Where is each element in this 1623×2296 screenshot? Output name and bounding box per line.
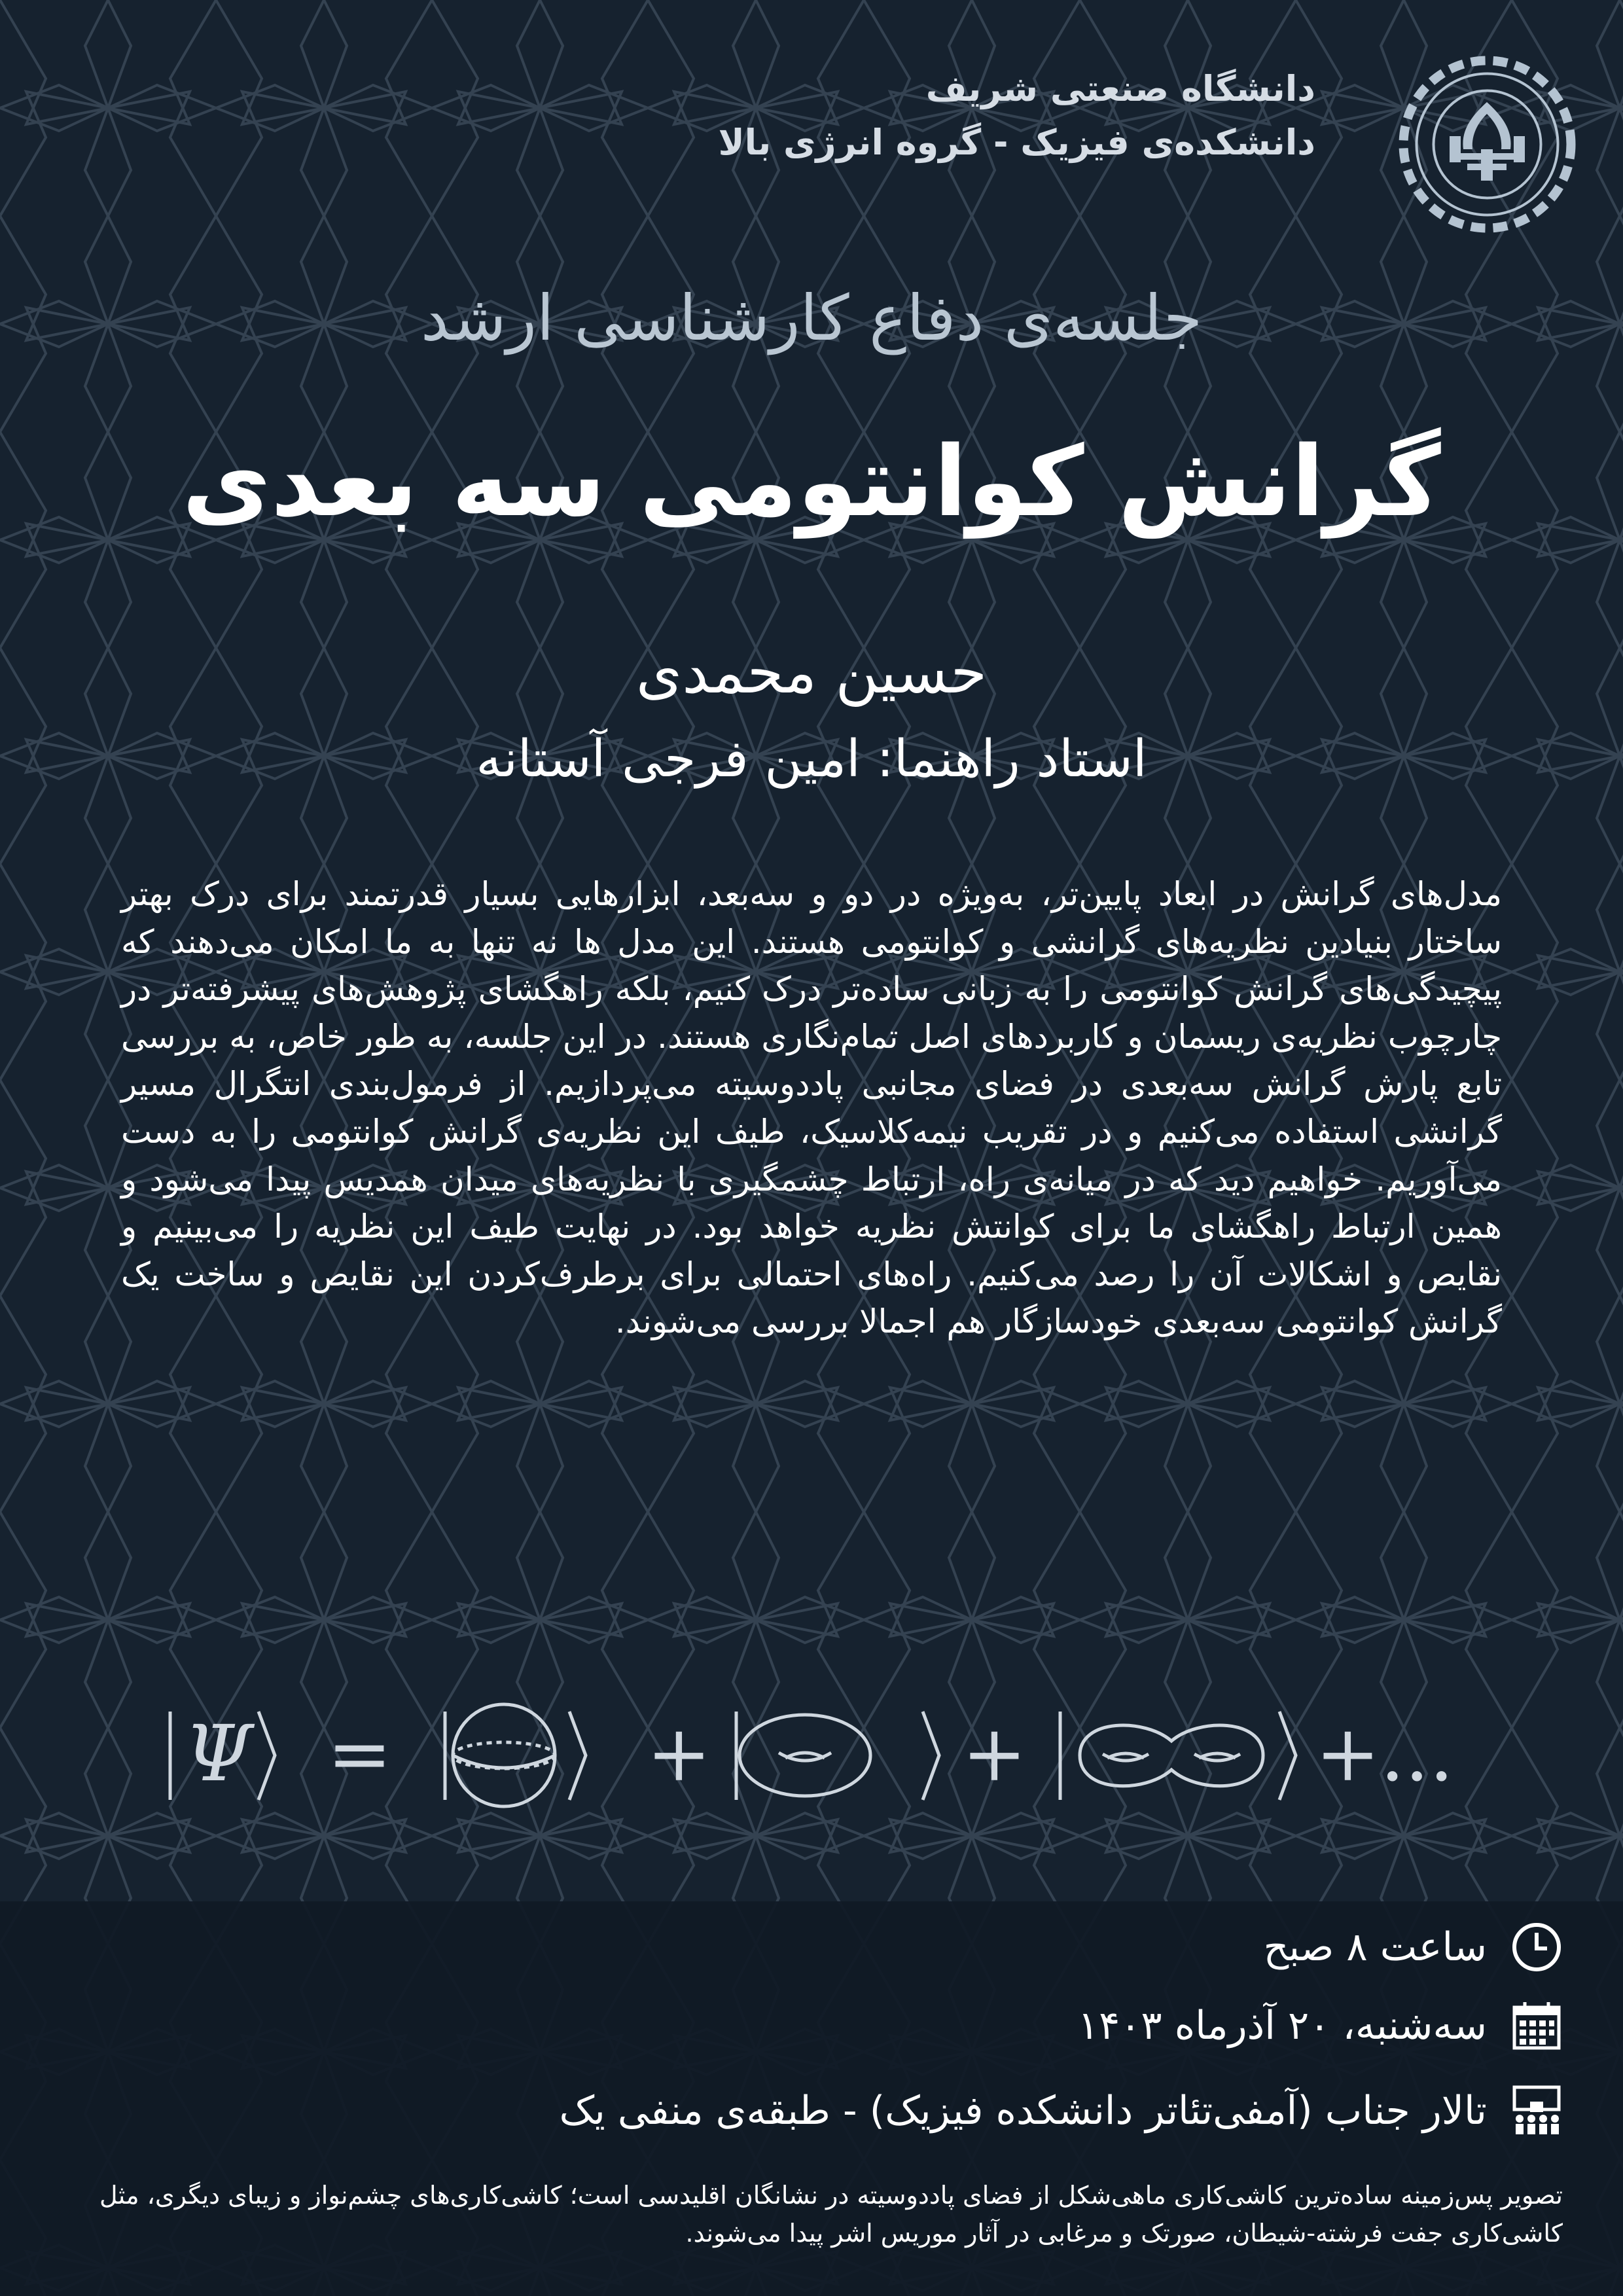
event-date-row — [1078, 2000, 1563, 2052]
plus-sign-1: + — [647, 1708, 711, 1799]
abstract: مدل‌های گرانش در ابعاد پایین‌تر، به‌ویژه در دو و سه‌بعد، ابزارهایی بسیار قدرتمند برای درک بهتر ساختار بنیادین نظریه‌های گرانشی و کوانتومی هستند. این مدل ها نه تنها به ما امکان می‌دهند که پیچیدگی‌های گرانش کوانتومی را به زبانی ساده‌تر درک کنیم، بلکه راهگشای پژوهش‌های پیشرفته‌تر در چارچوب نظریه‌ی ریسمان و کاربردهای اصل تمام‌نگاری هستند. در این جلسه، به طور خاص، به بررسی تابع پارش گرانش سه‌بعدی در فضای مجانبی پاددوسیته می‌پردازیم. از فرمول‌بندی انتگرال مسیر گرانشی استفاده می‌کنیم و در تقریب نیمه‌کلاسیک، طیف این نظریه‌ی گرانش کوانتومی را به دست می‌آوریم. خواهیم دید که در میانه‌ی راه، ارتباط چشمگیری با نظریه‌های میدان همدیس پیدا می‌شود و همین ارتباط راهگشای ما برای کوانتش نظریه خواهد بود. در نهایت طیف این نظریه را می‌بینیم و نقایص و اشکالات آن را رصد می‌کنیم. راه‌های احتمالی برای برطرف‌کردن این نقایص و ساخت یک گرانش کوانتومی سه‌بعدی خودسازگار هم اجمالا بررسی می‌شوند. — [121, 875, 1502, 1341]
lecture-hall-icon — [1510, 2085, 1563, 2137]
event-date: سه‌شنبه، ۲۰ آذرماه ۱۴۰۳ — [1077, 2003, 1487, 2049]
equals-sign: = — [327, 1708, 392, 1799]
department-name: دانشکده‌ی فیزیک - گروه انرژی بالا — [718, 122, 1315, 163]
author-name: حسین محمدی — [635, 638, 988, 707]
university-name: دانشگاه صنعتی شریف — [925, 68, 1315, 109]
calendar-icon — [1510, 2000, 1563, 2052]
event-type: جلسه‌ی دفاع کارشناسی ارشد — [420, 281, 1203, 355]
clock-icon — [1510, 1921, 1563, 1973]
thesis-title: گرانش کوانتومی سه بعدی — [182, 425, 1441, 538]
event-time-row — [1264, 1921, 1563, 1973]
background-caption: تصویر پس‌زمینه ساده‌ترین کاشی‌کاری ماهی‌شکل از فضای پاددوسیته در نشانگان اقلیدسی است؛ کاشی‌کاری‌های چشم‌نواز و زیبای دیگری، مثل کاشی‌کاری جفت فرشته-شیطان، صورتک و مرغابی در آثار موریس اشر پیدا می‌شوند. — [99, 2181, 1563, 2248]
event-venue: تالار جناب (آمفی‌تئاتر دانشکده فیزیک) - طبقه‌ی منفی یک — [559, 2088, 1487, 2134]
header — [399, 62, 1315, 170]
sharif-university-logo-icon — [1394, 51, 1580, 238]
wavefunction-equation — [151, 1676, 1472, 1833]
plus-sign-2: + — [962, 1708, 1027, 1799]
event-time: ساعت ۸ صبح — [1263, 1924, 1487, 1970]
plus-ellipsis: +... — [1315, 1708, 1454, 1799]
psi-symbol: Ψ — [185, 1708, 253, 1799]
event-venue-row — [559, 2085, 1563, 2137]
advisor-line: استاد راهنما: امین فرجی آستانه — [476, 730, 1147, 789]
